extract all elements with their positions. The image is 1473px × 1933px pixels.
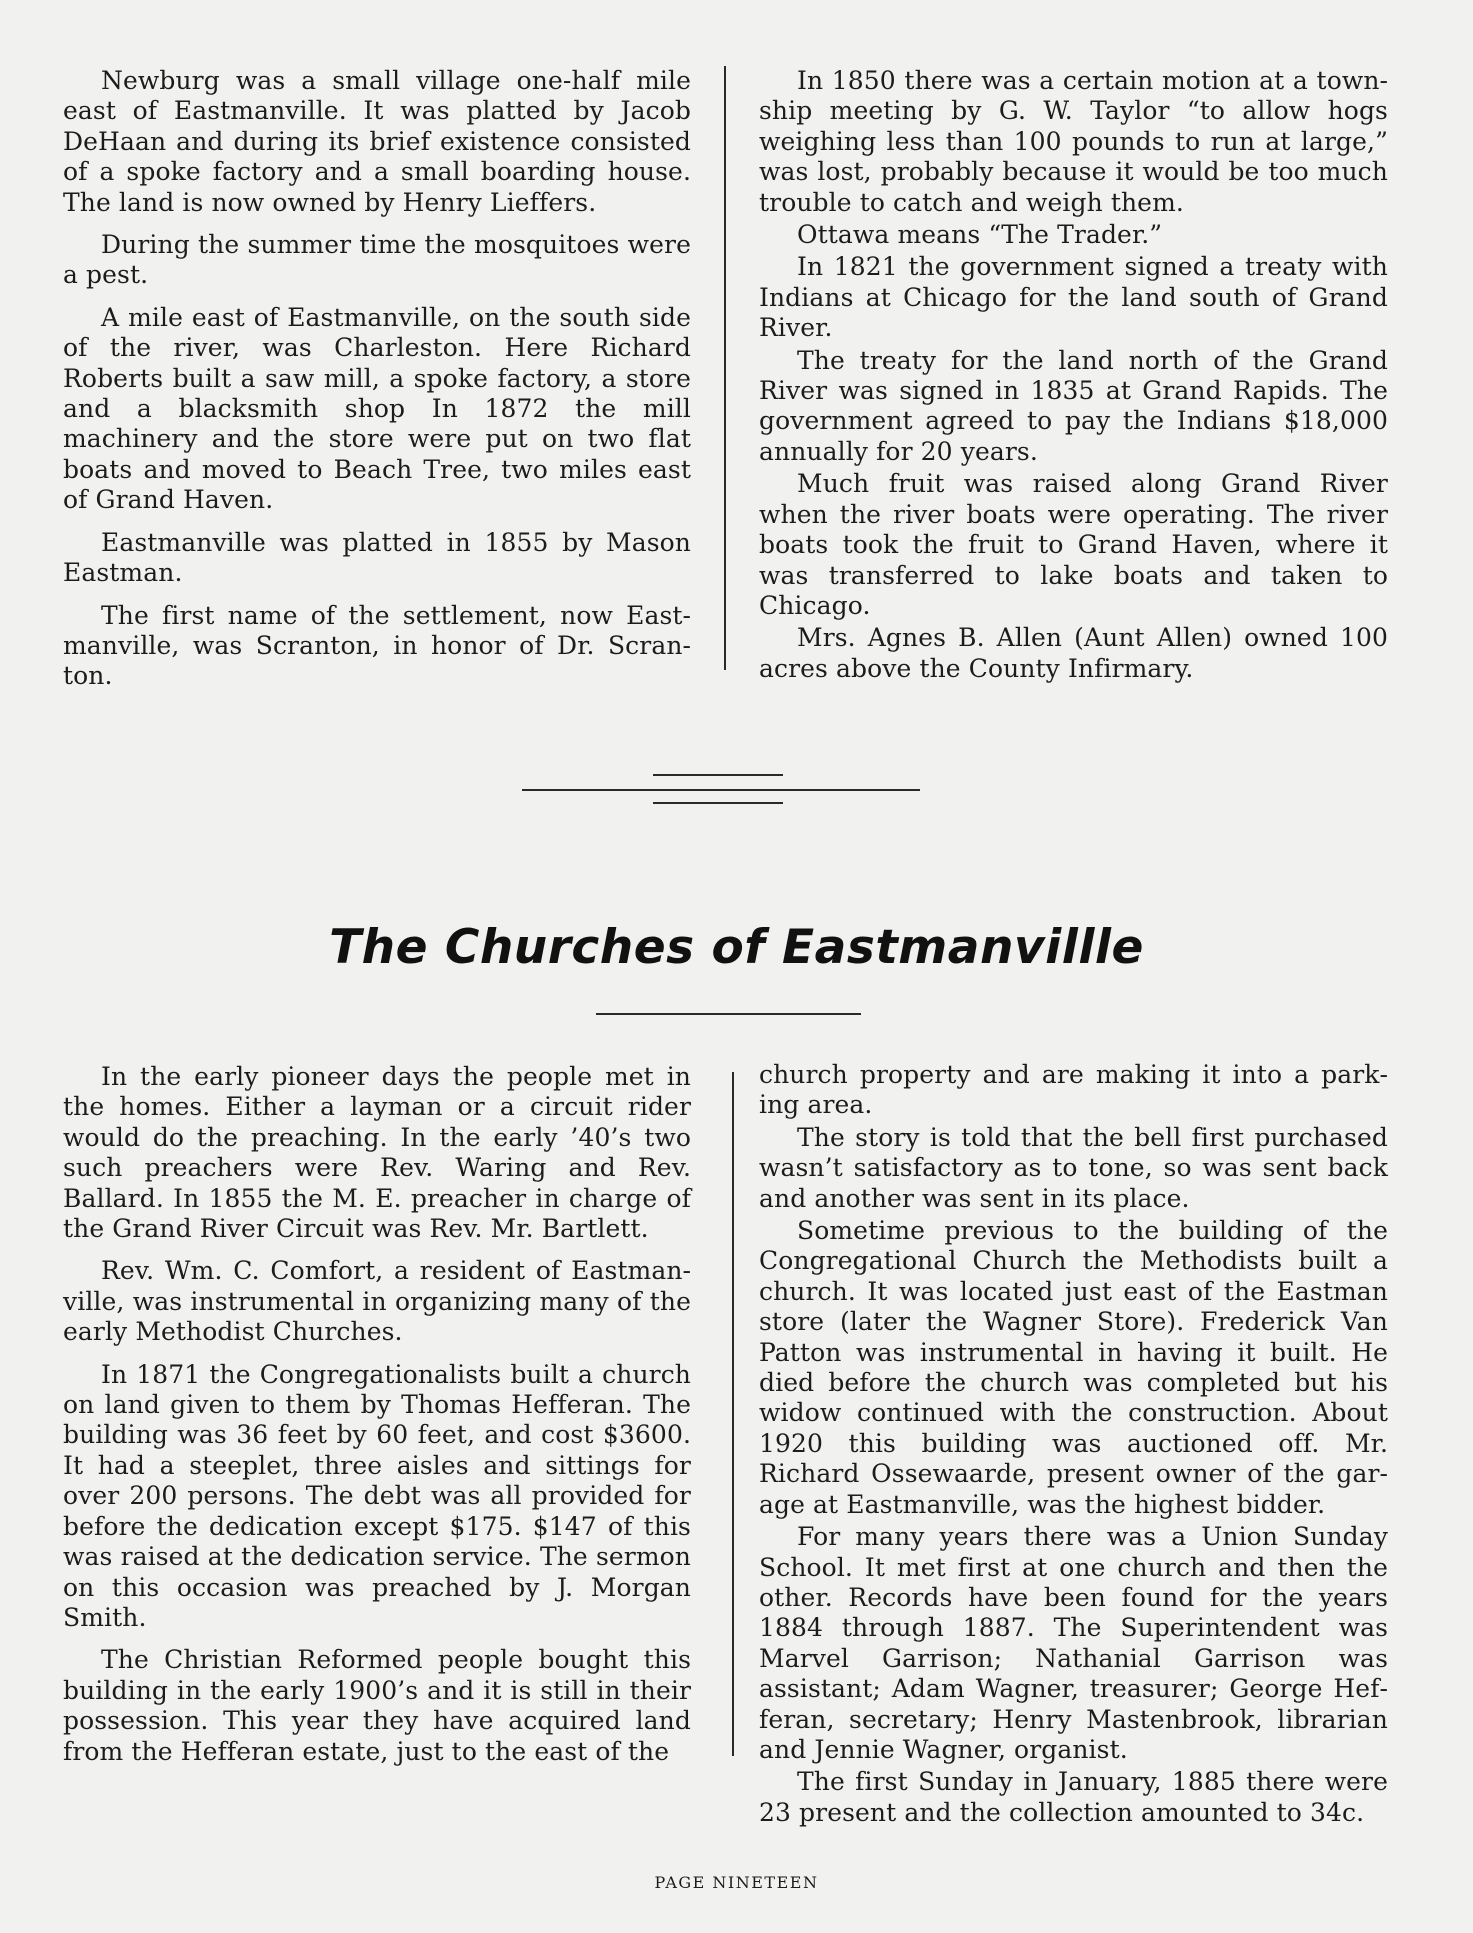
paragraph-ottawa: Ottawa means “The Trader.” [797, 220, 1163, 250]
paragraph-pioneer-days: In the early pioneer days the people met in the homes. Either a layman or a circuit rider would do the preaching. In the early ’40’s two such preachers were Rev. Waring and Rev. Ballard. In 1855 the M. E. preacher in charge of the Grand River Circuit was Rev. Mr. Bartlett. [63, 1062, 691, 1244]
section-heading: The Churches of Eastmanvillle [329, 920, 1144, 975]
paragraph-parking-area: church property and are making it into a parking area. [759, 1060, 1388, 1120]
top-right-column [759, 66, 1388, 686]
paragraph-newburg: Newburg was a small village one-half mile east of Eastmanville. It was platted by Jacob DeHaan and during its brief existence consisted of a spoke factory and a small boarding house. The land is now owned by Henry Lieffers. [63, 66, 691, 217]
paragraph-methodists: Sometime previous to the building of the Congregational Church the Methodists built a church. It was located just east of the Eastman store (later the Wagner Store). Frederick Van Patton was instrumental in having it built. He died before the church was completed but his widow continued with the construction. About 1920 this building was auctioned off. Mr. Richard Ossewaarde, present owner of the garage at Eastmanville, was the highest bidder. [759, 1216, 1388, 1519]
bottom-left-column [63, 1062, 691, 1779]
paragraph-platted: Eastmanville was platted in 1855 by Mason Eastman. [63, 527, 691, 588]
heading-underline [596, 1013, 861, 1015]
paragraph-comfort: Rev. Wm. C. Comfort, a resident of Eastmanville, was instrumental in organizing many of the early Methodist Churches. [63, 1256, 691, 1347]
paragraph-hogs: In 1850 there was a certain motion at a township meeting by G. W. Taylor “to allow hogs weighing less than 100 pounds to run at large,” was lost, probably because it would be too much trouble to catch and weigh them. [759, 66, 1388, 217]
bottom-right-column [759, 1060, 1388, 1830]
top-left-column [63, 66, 691, 704]
top-column-divider [724, 66, 726, 670]
paragraph-fruit: Much fruit was raised along Grand River when the river boats were operating. The river boats took the fruit to Grand Haven, where it was transferred to lake boats and taken to Chicago. [759, 469, 1388, 620]
paragraph-bell: The story is told that the bell first purchased wasn’t satisfactory as to tone, so was sent back and another was sent in its place. [759, 1122, 1388, 1213]
paragraph-aunt-allen: Mrs. Agnes B. Allen (Aunt Allen) owned 100 acres above the County Infirmary. [759, 623, 1388, 683]
paragraph-union-sunday-school: For many years there was a Union Sunday School. It met first at one church and then the other. Records have been found for the years 1884 through 1887. The Superintendent was Marvel Garrison; Nathanial Garrison was assistant; Adam Wagner, treasurer; George Hefferan, secretary; Henry Mastenbrook, librarian and Jennie Wagner, organist. [759, 1522, 1388, 1764]
paragraph-congregationalists: In 1871 the Congregationalists built a church on land given to them by Thomas Hefferan. The building was 36 feet by 60 feet, and cost $3600. It had a steeplet, three aisles and sittings for over 200 persons. The debt was all provided for before the dedication except $175. $147 of this was raised at the dedication service. The sermon on this occasion was preached by J. Morgan Smith. [63, 1359, 691, 1632]
paragraph-treaty-1821: In 1821 the government signed a treaty with Indians at Chicago for the land south of Grand River. [759, 252, 1388, 343]
paragraph-treaty-1835: The treaty for the land north of the Grand River was signed in 1835 at Grand Rapids. The government agreed to pay the Indians $18,000 annually for 20 years. [759, 345, 1388, 466]
paragraph-mosquitoes: During the summer time the mosquitoes were a pest. [63, 230, 691, 290]
paragraph-scranton: The first name of the settlement, now Eastmanville, was Scranton, in honor of Dr. Scranton. [63, 600, 691, 691]
bottom-column-divider [732, 1072, 734, 1756]
paragraph-first-sunday: The first Sunday in January, 1885 there were 23 present and the collection amounted to 34c. [759, 1767, 1388, 1827]
page-number-footer: PAGE NINETEEN [654, 1873, 819, 1892]
paragraph-charleston: A mile east of Eastmanville, on the south side of the river, was Charleston. Here Richard Roberts built a saw mill, a spoke factory, a store and a blacksmith shop In 1872 the mill machinery and the store were put on two flat boats and moved to Beach Tree, two miles east of Grand Haven. [63, 302, 691, 515]
paragraph-christian-reformed: The Christian Reformed people bought this building in the early 1900’s and it is still in their possession. This year they have acquired land from the Hefferan estate, just to the east of the [63, 1645, 691, 1766]
